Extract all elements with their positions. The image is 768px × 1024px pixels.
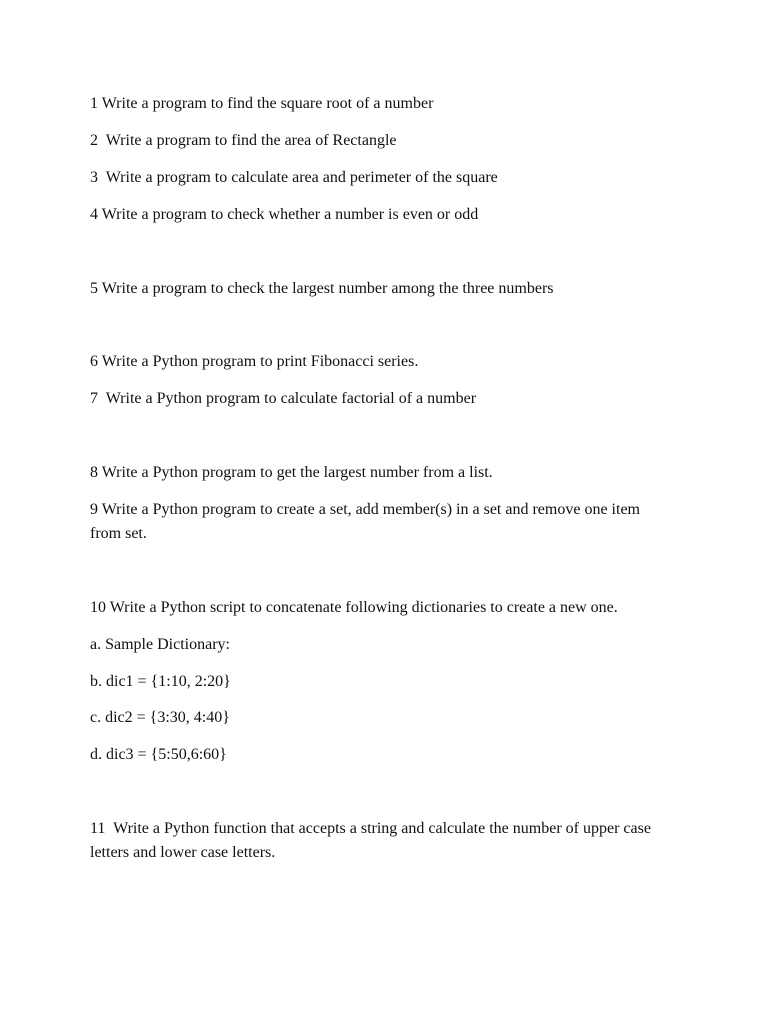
sample-dic1: b. dic1 = {1:10, 2:20}: [90, 673, 231, 690]
question-9: 9 Write a Python program to create a set, add member(s) in a set and remove one item from set.: [90, 501, 644, 542]
sample-dic2: c. dic2 = {3:30, 4:40}: [90, 709, 230, 726]
question-11: 11 Write a Python function that accepts a string and calculate the number of upper case letters and lower case letters.: [90, 820, 655, 861]
question-7: 7 Write a Python program to calculate factorial of a number: [90, 390, 477, 407]
sample-dic3: d. dic3 = {5:50,6:60}: [90, 746, 227, 763]
question-10: 10 Write a Python script to concatenate following dictionaries to create a new one.: [90, 599, 618, 616]
question-5: 5 Write a program to check the largest number among the three numbers: [90, 280, 554, 297]
question-6: 6 Write a Python program to print Fibonacci series.: [90, 353, 419, 370]
question-4: 4 Write a program to check whether a number is even or odd: [90, 206, 479, 223]
question-8: 8 Write a Python program to get the largest number from a list.: [90, 464, 493, 481]
question-3: 3 Write a program to calculate area and perimeter of the square: [90, 169, 498, 186]
question-2: 2 Write a program to find the area of Rectangle: [90, 132, 397, 149]
sample-heading: a. Sample Dictionary:: [90, 636, 230, 653]
question-1: 1 Write a program to find the square root of a number: [90, 95, 434, 112]
